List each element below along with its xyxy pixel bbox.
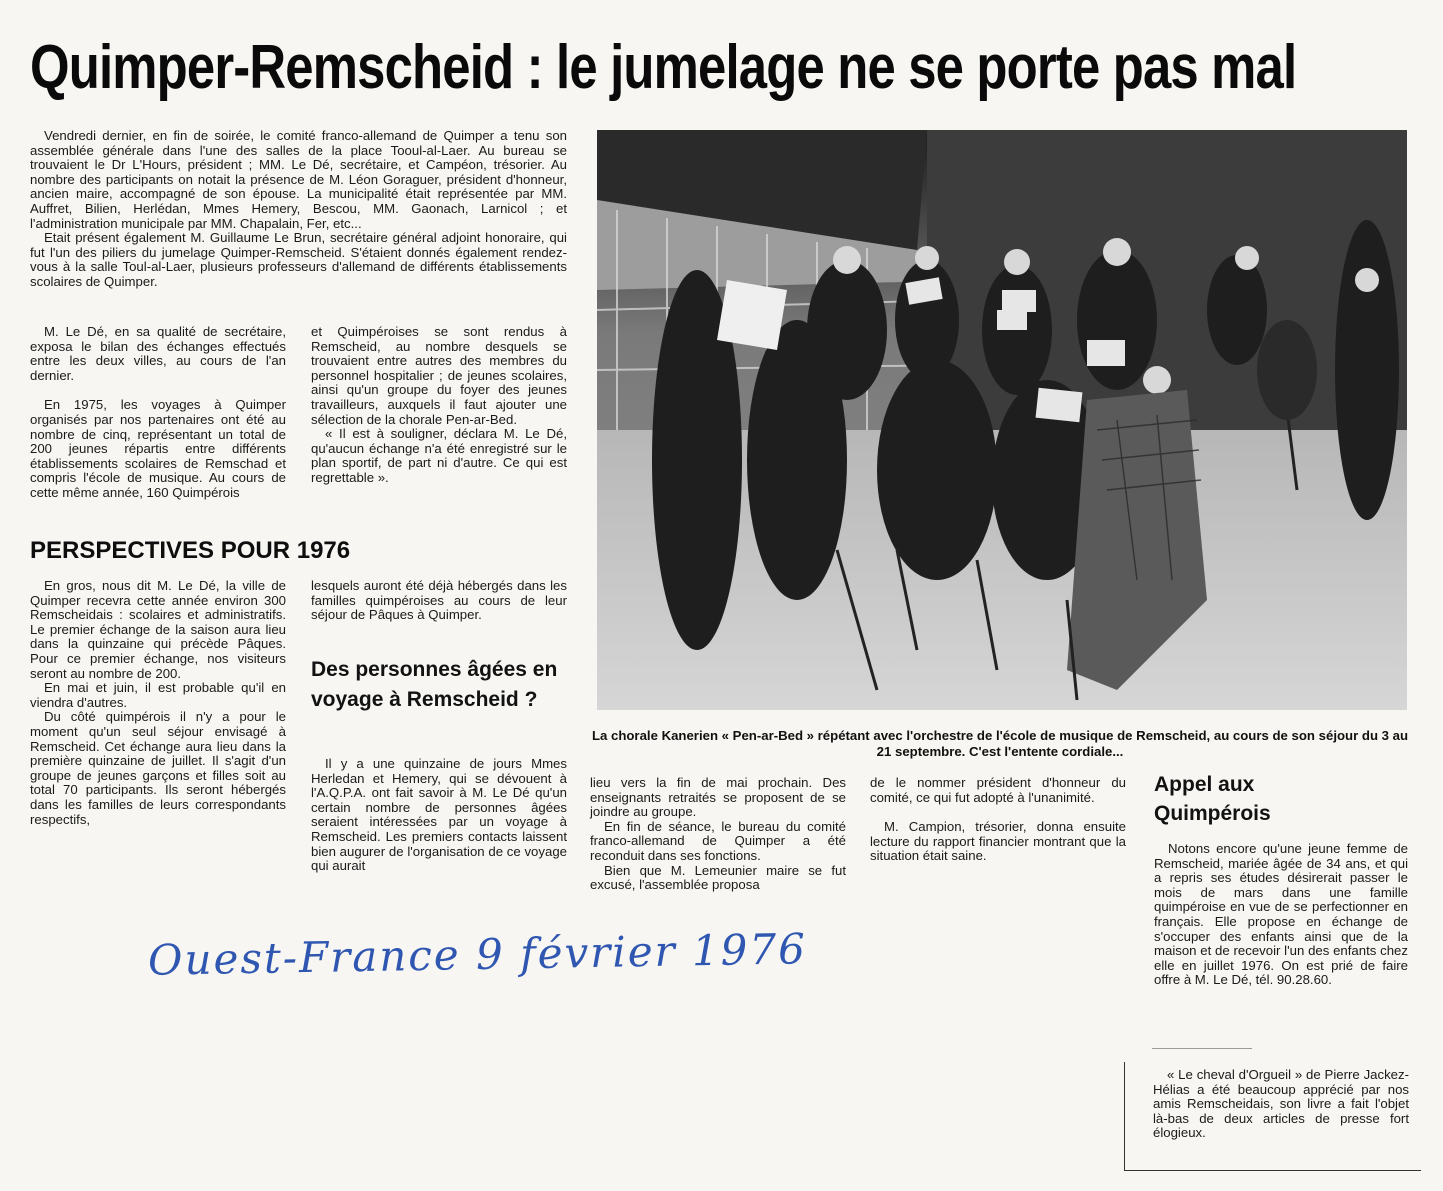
appel-title: Appel aux Quimpérois: [1154, 773, 1271, 825]
photo-illustration: [597, 130, 1407, 710]
paragraph: de le nommer président d'honneur du comité, ce qui fut adopté à l'unanimité.: [870, 775, 1126, 805]
choir-orchestra-photo: [597, 130, 1407, 710]
paragraph: lieu vers la fin de mai prochain. Des enseignants retraités se proposent de se joindre au groupe.: [590, 775, 846, 820]
column-4: [870, 776, 1126, 864]
paragraph: Etait présent également M. Guillaume Le Brun, secrétaire général adjoint honoraire, qui fut l'un des piliers du jumelage Quimper-Remscheid. S'étaient donnés également rendez-vous à la salle Toul-al-Laer, plusieurs professeurs d'allemand de différents établissements scolaires de Quimper.: [30, 230, 567, 289]
column-3: [590, 776, 846, 893]
handwritten-source-note: Ouest-France 9 février 1976: [147, 924, 808, 985]
paragraph: lesquels auront été déjà hébergés dans les familles quimpéroises au cours de leur séjour de Pâques à Quimper.: [311, 578, 567, 623]
paragraph: Du côté quimpérois il n'y a pour le moment qu'un seul séjour envisagé à Remscheid. Cet échange aura lieu dans la première quinzaine de juillet. Il s'agit d'un groupe de jeunes garçons et filles soit au total 70 participants. Ils seront hébergés dans les familles de leurs correspondants respectifs,: [30, 709, 286, 827]
section-title: PERSPECTIVES POUR 1976: [30, 537, 351, 564]
paragraph: En 1975, les voyages à Quimper organisés par nos partenaires ont été au nombre de cinq, représentant un total de 200 jeunes répartis entre différents établissements scolaires de Remschad et compris l'école de musique. Au cours de cette même année, 160 Quimpérois: [30, 397, 286, 500]
headline: Quimper-Remscheid : le jumelage ne se porte pas mal: [30, 33, 1297, 102]
paragraph: Vendredi dernier, en fin de soirée, le comité franco-allemand de Quimper a tenu son assemblée générale dans l'une des salles de la place Tooul-al-Laer. Au bureau se trouvaient le Dr L'Hours, président ; MM. Le Dé, secrétaire, et Campéon, trésorier. Au nombre des participants on notait la présence de M. Léon Goraguer, président d'honneur, ancien maire, accompagné de son épouse. La municipalité était représentée par MM. Auffret, Bilien, Herlédan, Mmes Hemery, Bescou, MM. Gaonach, Larnicol ; et l'administration municipale par MM. Chapalain, Fer, etc...: [30, 128, 567, 231]
column-1-lower: [30, 579, 286, 827]
photo-caption: La chorale Kanerien « Pen-ar-Bed » répétant avec l'orchestre de l'école de musique de Remscheid, au cours de son séjour du 3 au 21 septembre. C'est l'entente cordiale...: [591, 728, 1409, 759]
column-1-upper: [30, 325, 286, 501]
column-2-upper: [311, 325, 567, 486]
boxed-note: [1124, 1062, 1421, 1171]
paragraph: Bien que M. Lemeunier maire se fut excusé, l'assemblée proposa: [590, 862, 846, 893]
paragraph: Il y a une quinzaine de jours Mmes Herledan et Hemery, qui se dévouent à l'A.Q.P.A. ont fait savoir à M. Le Dé qu'un certain nombre de personnes âgées seraient intéressées par un voyage à Remscheid. Les premiers contacts laissent bien augurer de l'organisation de ce voyage qui aurait: [311, 756, 567, 874]
paragraph: M. Le Dé, en sa qualité de secrétaire, exposa le bilan des échanges effectués entre les deux villes, au cours de l'an dernier.: [30, 324, 286, 383]
intro-block: [30, 129, 567, 290]
paragraph: En mai et juin, il est probable qu'il en viendra d'autres.: [30, 680, 286, 710]
column-2-lower: [311, 579, 567, 623]
paragraph: M. Campion, trésorier, donna ensuite lecture du rapport financier montrant que la situation était saine.: [870, 819, 1126, 864]
paragraph: « Il est à souligner, déclara M. Le Dé, qu'aucun échange n'a été enregistré sur le plan sportif, de part ni d'autre. Ce qui est regrettable ».: [311, 426, 567, 485]
appel-text: [1154, 842, 1408, 988]
paragraph: Notons encore qu'une jeune femme de Remscheid, mariée âgée de 34 ans, et qui a repris ses études désirerait passer le mois de mars dans une famille quimpéroise en vue de se perfectionner en français. Elle propose en échange de s'occuper des enfants ainsi que de la maison et de recevoir l'un des enfants chez elle en juillet 1976. On est prié de faire offre à M. Le Dé, tél. 90.28.60.: [1154, 841, 1408, 988]
column-2-bottom: [311, 757, 567, 874]
paragraph: En gros, nous dit M. Le Dé, la ville de Quimper recevra cette année environ 300 Remscheidais : scolaires et administratifs. Le premier échange de la saison aura lieu dans la quinzaine qui précède Pâques. Pour ce premier échange, nos visiteurs seront au nombre de 200.: [30, 578, 286, 681]
divider: [1152, 1048, 1252, 1049]
paragraph: En fin de séance, le bureau du comité franco-allemand de Quimper a été reconduit dans ses fonctions.: [590, 818, 846, 863]
paragraph: et Quimpéroises se sont rendus à Remscheid, au nombre desquels se trouvaient entre autres des membres du personnel hospitalier ; de jeunes scolaires, ainsi qu'un groupe du foyer des jeunes travailleurs, auxquels il faut ajouter une sélection de la chorale Pen-ar-Bed.: [311, 324, 567, 427]
subhead: Des personnes âgées en voyage à Remscheid ?: [311, 658, 558, 711]
paragraph: « Le cheval d'Orgueil » de Pierre Jackez-Hélias a été beaucoup apprécié par nos amis Remscheidais, son livre a fait l'objet là-bas de deux articles de presse fort élogieux.: [1153, 1067, 1409, 1141]
